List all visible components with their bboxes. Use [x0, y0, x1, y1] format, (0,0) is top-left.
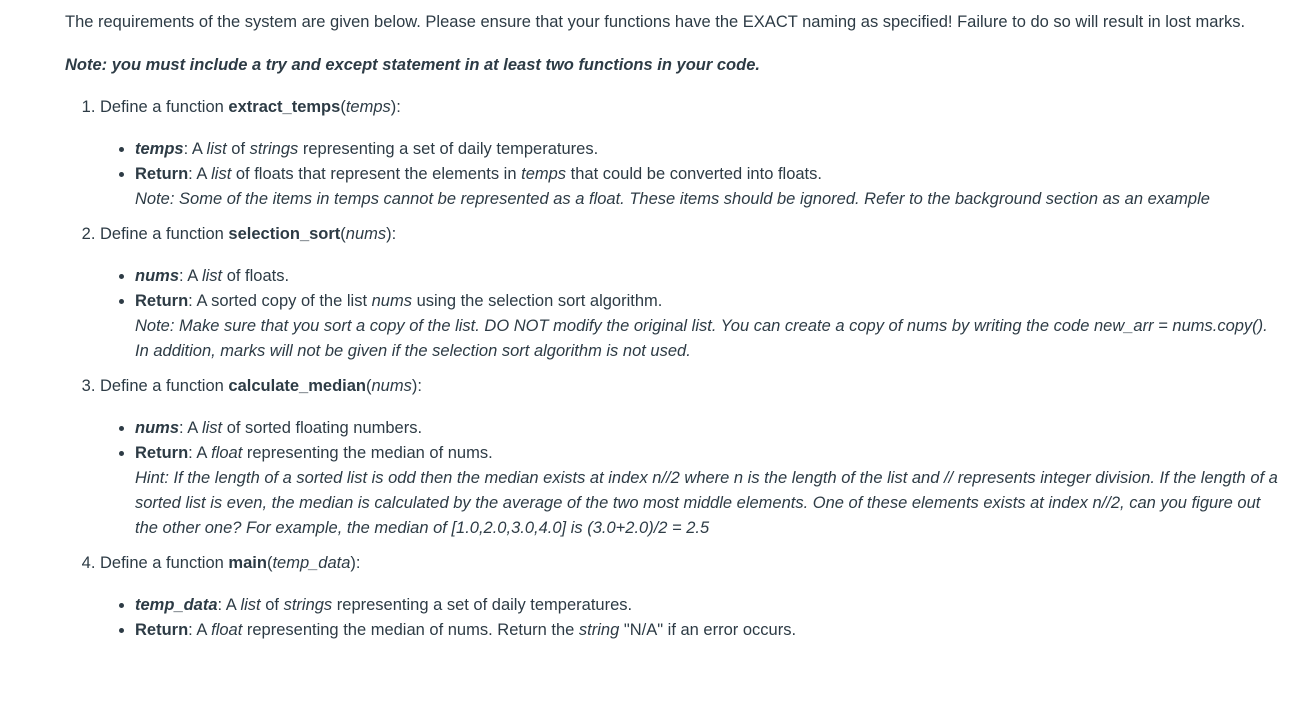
function-param: nums: [345, 225, 387, 243]
function-heading: [100, 222, 1280, 247]
return-type: float: [211, 621, 243, 639]
return-label: Return: [135, 165, 189, 183]
param-name: nums: [135, 267, 180, 285]
function-item-main: [100, 551, 1280, 643]
function-hint: Hint: If the length of a sorted list is odd then the median exists at index n//2 where n is the length of the list and // represents integer division. If the length of a sorted list is even, the median is calculated by the average of the two most middle elements. One of these elements exists at index n//2, can you figure out the other one? For example, the median of [1.0,2.0,3.0,4.0] is (3.0+2.0)/2 = 2.5: [135, 469, 1278, 537]
return-item: • Return: A sorted copy of the list nums using the selection sort algorithm. Note: Make sure that you sort a copy of the list. DO NOT modify the original list. You can create a copy of nums by writing the code new_arr = nums.copy(). In addition, marks will not be given if the selection sort algorithm is not used.: [135, 289, 1280, 364]
function-item-selection-sort: [100, 222, 1280, 364]
paren-close: ):: [390, 98, 401, 116]
param-name: temp_data: [135, 596, 218, 614]
param-item: [135, 137, 1280, 162]
function-name: extract_temps: [228, 98, 341, 116]
paren-open: (: [340, 98, 346, 116]
return-desc-end: using the selection sort algorithm.: [411, 292, 663, 310]
define-prefix: Define a function: [100, 98, 229, 116]
paren-close: ):: [411, 377, 422, 395]
param-item: [135, 264, 1280, 289]
param-type-2: strings: [249, 140, 299, 158]
return-desc: representing the median of nums. Return the: [242, 621, 579, 639]
param-desc: of sorted floating numbers.: [222, 419, 423, 437]
param-type: list: [201, 267, 223, 285]
paren-open: (: [340, 225, 346, 243]
assignment-content: [65, 10, 1280, 653]
param-type-2: strings: [283, 596, 333, 614]
return-item: [135, 162, 1280, 212]
param-list: [100, 593, 1280, 643]
function-note: Note: Some of the items in temps cannot be represented as a float. These items should be ignored. Refer to the background section as an example: [135, 190, 1210, 208]
function-heading: [100, 551, 1280, 576]
define-prefix: Define a function: [100, 377, 229, 395]
return-param: nums: [371, 292, 412, 310]
param-type: list: [240, 596, 261, 614]
return-item: [135, 441, 1280, 541]
text-a: : A: [188, 621, 212, 639]
param-item: [135, 416, 1280, 441]
param-name: nums: [135, 419, 180, 437]
define-prefix: Define a function: [100, 554, 229, 572]
return-type: float: [211, 444, 243, 462]
function-note: Note: Make sure that you sort a copy of the list. DO NOT modify the original list. You can create a copy of nums by writing the code new_arr = nums.copy(). In addition, marks will not be given if the selection sort algorithm is not used.: [135, 317, 1268, 360]
paren-close: ):: [350, 554, 361, 572]
return-label: Return: [135, 444, 189, 462]
text-a: : A: [188, 165, 212, 183]
return-type: list: [211, 165, 232, 183]
function-list: [65, 95, 1280, 643]
param-desc: representing a set of daily temperatures.: [332, 596, 633, 614]
function-param: nums: [371, 377, 412, 395]
function-item-extract-temps: [100, 95, 1280, 212]
return-desc: A sorted copy of the list: [196, 292, 372, 310]
paren-close: ):: [386, 225, 397, 243]
paren-open: (: [366, 377, 372, 395]
define-prefix: Define a function: [100, 225, 229, 243]
text-a: : A: [217, 596, 241, 614]
text-of: of: [226, 140, 250, 158]
param-desc: representing a set of daily temperatures.: [298, 140, 599, 158]
return-desc: of floats that represent the elements in: [231, 165, 522, 183]
function-item-calculate-median: [100, 374, 1280, 541]
param-list: [100, 416, 1280, 541]
param-type: list: [206, 140, 227, 158]
return-type-2: string: [578, 621, 620, 639]
text-a: : A: [188, 444, 212, 462]
param-desc: of floats.: [222, 267, 290, 285]
function-name: main: [228, 554, 267, 572]
return-desc-end: that could be converted into floats.: [566, 165, 822, 183]
intro-paragraph: The requirements of the system are given below. Please ensure that your functions have the EXACT naming as specified! Failure to do so will result in lost marks.: [65, 13, 1246, 31]
param-list: [100, 264, 1280, 364]
return-label: Return: [135, 621, 189, 639]
function-name: selection_sort: [228, 225, 341, 243]
param-list: [100, 137, 1280, 212]
return-label: Return: [135, 292, 189, 310]
paren-open: (: [266, 554, 273, 572]
return-desc-end: "N/A" if an error occurs.: [619, 621, 797, 639]
param-type: list: [201, 419, 223, 437]
text-a: : A: [183, 140, 207, 158]
function-heading: [100, 374, 1280, 399]
text-a: : A: [179, 419, 202, 437]
return-item: [135, 618, 1280, 643]
function-param: temp_data: [272, 554, 351, 572]
try-except-note: Note: you must include a try and except statement in at least two functions in your code.: [65, 56, 760, 74]
return-param: temps: [521, 165, 567, 183]
text-of: of: [260, 596, 284, 614]
function-name: calculate_median: [228, 377, 366, 395]
param-item: [135, 593, 1280, 618]
function-param: temps: [345, 98, 391, 116]
text-a: : A: [179, 267, 202, 285]
return-desc: representing the median of nums.: [242, 444, 493, 462]
function-heading: [100, 95, 1280, 120]
param-name: temps: [135, 140, 184, 158]
